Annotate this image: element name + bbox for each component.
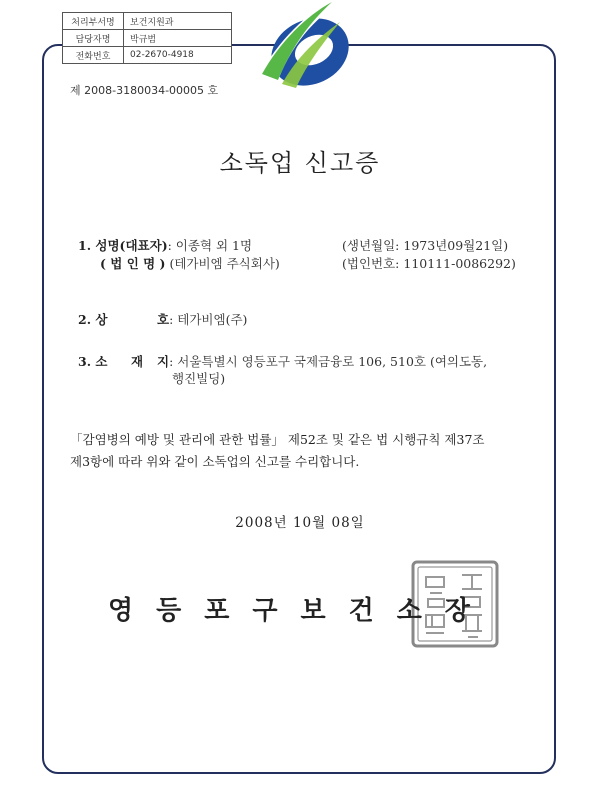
item3-label-tail-wrap bbox=[157, 352, 487, 370]
info-value: 보건지원과 bbox=[124, 13, 232, 30]
item3-value-line2: 행진빌딩) bbox=[172, 371, 226, 386]
issue-date: 2008년 10월 08일 bbox=[235, 515, 365, 531]
item3-label-mid: 재 bbox=[131, 354, 144, 369]
item1-label: 1. 성명(대표자) bbox=[78, 238, 168, 253]
info-row bbox=[63, 13, 232, 30]
info-table bbox=[62, 12, 232, 64]
page-title: 소독업 신고증 bbox=[219, 149, 381, 177]
birth-label: (생년월일: bbox=[342, 238, 400, 253]
info-label: 처리부서명 bbox=[63, 13, 124, 30]
corp-no-value: 110111-0086292) bbox=[403, 256, 516, 271]
item2-label-tail-wrap bbox=[157, 310, 247, 328]
item2-row bbox=[78, 310, 107, 328]
item1-birth bbox=[342, 236, 508, 254]
item1-corp-no bbox=[342, 254, 516, 272]
item3-label-tail: 지 bbox=[157, 354, 170, 369]
item3-value-line1: : 서울특별시 영등포구 국제금융로 106, 510호 (여의도동, bbox=[169, 354, 488, 369]
statement-line2: 제3항에 따라 위와 같이 소독업의 신고를 수리합니다. bbox=[70, 454, 360, 469]
corp-label: ( 법 인 명 ) bbox=[100, 256, 166, 271]
statement-line1: 「감염병의 예방 및 관리에 관한 법률」 제52조 및 같은 법 시행규칙 제37조 bbox=[70, 432, 485, 447]
info-label: 전화번호 bbox=[63, 47, 124, 64]
item1-value: : 이종혁 외 1명 bbox=[167, 238, 253, 253]
item3-number: 3. 소 bbox=[78, 354, 108, 369]
document-number: 제 2008-3180034-00005 호 bbox=[70, 84, 219, 97]
item1-corp-row bbox=[100, 254, 280, 272]
item3-row bbox=[78, 352, 107, 370]
district-logo-icon bbox=[248, 0, 358, 100]
item2-label-tail: 호 bbox=[157, 312, 170, 327]
item2-value: : 테가비엠(주) bbox=[169, 312, 248, 327]
info-label: 담당자명 bbox=[63, 30, 124, 47]
item3-label-mid-wrap bbox=[131, 352, 143, 370]
birth-value: 1973년09월21일) bbox=[403, 238, 509, 253]
item2-number: 2. 상 bbox=[78, 312, 108, 327]
info-row bbox=[63, 47, 232, 64]
issuer-name: 영등포구보건소장 bbox=[108, 596, 493, 626]
info-value: 박규범 bbox=[124, 30, 232, 47]
info-row bbox=[63, 30, 232, 47]
corp-value: (테가비엠 주식회사) bbox=[169, 256, 280, 271]
item1-label-row bbox=[78, 236, 252, 254]
corp-no-label: (법인번호: bbox=[342, 256, 400, 271]
info-value: 02-2670-4918 bbox=[124, 47, 232, 64]
